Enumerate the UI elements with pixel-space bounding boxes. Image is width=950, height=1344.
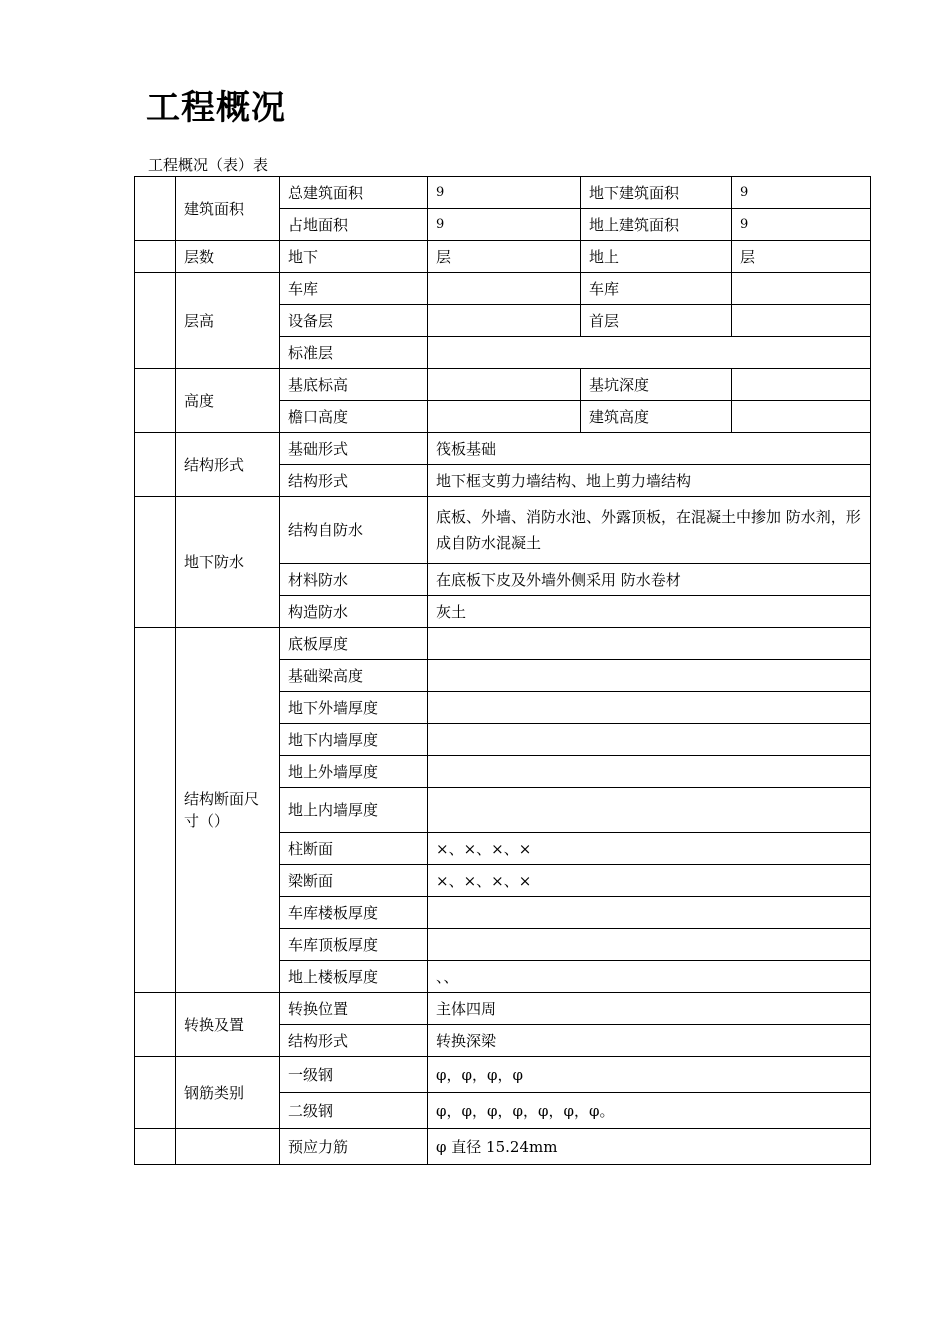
item-value: φ，φ，φ，φ xyxy=(428,1057,871,1093)
item-label: 地上楼板厚度 xyxy=(280,961,428,993)
item-value: 主体四周 xyxy=(428,993,871,1025)
item-label: 底板厚度 xyxy=(280,628,428,660)
item-label: 转换位置 xyxy=(280,993,428,1025)
item-value: ×、×、×、× xyxy=(428,865,871,897)
index-cell xyxy=(135,497,176,628)
item-label: 地上建筑面积 xyxy=(581,209,732,241)
item-value xyxy=(732,305,871,337)
item-label: 建筑高度 xyxy=(581,401,732,433)
item-label: 地下内墙厚度 xyxy=(280,724,428,756)
item-label: 材料防水 xyxy=(280,564,428,596)
category-label: 高度 xyxy=(176,369,280,433)
category-label: 转换及置 xyxy=(176,993,280,1057)
item-value xyxy=(428,369,581,401)
item-value: 地下框支剪力墙结构、地上剪力墙结构 xyxy=(428,465,871,497)
item-label: 结构自防水 xyxy=(280,497,428,564)
item-label: 总建筑面积 xyxy=(280,177,428,209)
index-cell xyxy=(135,177,176,241)
item-label: 地上外墙厚度 xyxy=(280,756,428,788)
index-cell xyxy=(135,273,176,369)
item-value: 9 xyxy=(732,177,871,209)
item-value: 底板、外墙、消防水池、外露顶板，在混凝土中掺加 防水剂，形成自防水混凝土 xyxy=(428,497,871,564)
item-label: 车库 xyxy=(581,273,732,305)
index-cell xyxy=(135,993,176,1057)
item-label: 车库 xyxy=(280,273,428,305)
category-label: 结构断面尺寸（） xyxy=(176,628,280,993)
item-label: 设备层 xyxy=(280,305,428,337)
category-label: 层高 xyxy=(176,273,280,369)
item-value: φ，φ，φ，φ，φ，φ，φ。 xyxy=(428,1093,871,1129)
item-label: 车库楼板厚度 xyxy=(280,897,428,929)
item-value: 在底板下皮及外墙外侧采用 防水卷材 xyxy=(428,564,871,596)
item-value xyxy=(428,305,581,337)
item-value xyxy=(428,628,871,660)
item-label: 柱断面 xyxy=(280,833,428,865)
item-label: 地上 xyxy=(581,241,732,273)
page-title: 工程概况 xyxy=(146,88,286,128)
item-value xyxy=(428,724,871,756)
index-cell xyxy=(135,1057,176,1129)
item-label: 地下外墙厚度 xyxy=(280,692,428,724)
item-label: 基础梁高度 xyxy=(280,660,428,692)
item-value: 层 xyxy=(428,241,581,273)
category-label: 钢筋类别 xyxy=(176,1057,280,1129)
item-value: 、、 xyxy=(428,961,871,993)
item-label: 一级钢 xyxy=(280,1057,428,1093)
item-label: 檐口高度 xyxy=(280,401,428,433)
item-value: 9 xyxy=(732,209,871,241)
table-caption: 工程概况（表）表 xyxy=(148,156,269,174)
item-value xyxy=(428,401,581,433)
item-label: 地上内墙厚度 xyxy=(280,788,428,833)
table-row xyxy=(135,497,871,564)
item-value: 筏板基础 xyxy=(428,433,871,465)
item-value xyxy=(428,273,581,305)
item-label: 基础形式 xyxy=(280,433,428,465)
item-value xyxy=(732,369,871,401)
item-value xyxy=(428,929,871,961)
item-value xyxy=(428,337,871,369)
item-value xyxy=(428,788,871,833)
item-value: 9 xyxy=(428,177,581,209)
table-row xyxy=(135,241,871,273)
item-value xyxy=(732,273,871,305)
item-value xyxy=(428,692,871,724)
item-label: 车库顶板厚度 xyxy=(280,929,428,961)
item-label: 梁断面 xyxy=(280,865,428,897)
category-label: 地下防水 xyxy=(176,497,280,628)
table-row xyxy=(135,1057,871,1093)
item-label: 二级钢 xyxy=(280,1093,428,1129)
item-value: 层 xyxy=(732,241,871,273)
table-row xyxy=(135,993,871,1025)
index-cell xyxy=(135,369,176,433)
index-cell xyxy=(135,1129,176,1165)
category-label: 层数 xyxy=(176,241,280,273)
index-cell xyxy=(135,241,176,273)
category-label: 结构形式 xyxy=(176,433,280,497)
item-label: 首层 xyxy=(581,305,732,337)
item-value xyxy=(732,401,871,433)
item-label: 构造防水 xyxy=(280,596,428,628)
table-row xyxy=(135,273,871,305)
item-label: 结构形式 xyxy=(280,1025,428,1057)
item-label: 地下 xyxy=(280,241,428,273)
category-label: 建筑面积 xyxy=(176,177,280,241)
item-label: 基底标高 xyxy=(280,369,428,401)
item-value: φ 直径 15.24mm xyxy=(428,1129,871,1165)
item-value xyxy=(428,660,871,692)
item-value: 转换深梁 xyxy=(428,1025,871,1057)
index-cell xyxy=(135,433,176,497)
item-value: ×、×、×、× xyxy=(428,833,871,865)
category-label xyxy=(176,1129,280,1165)
index-cell xyxy=(135,628,176,993)
item-label: 预应力筋 xyxy=(280,1129,428,1165)
table-row xyxy=(135,177,871,209)
item-value: 9 xyxy=(428,209,581,241)
item-label: 基坑深度 xyxy=(581,369,732,401)
table-row xyxy=(135,628,871,660)
table-row xyxy=(135,433,871,465)
item-label: 结构形式 xyxy=(280,465,428,497)
item-label: 占地面积 xyxy=(280,209,428,241)
item-label: 标准层 xyxy=(280,337,428,369)
table-row xyxy=(135,1129,871,1165)
item-value: 灰土 xyxy=(428,596,871,628)
item-label: 地下建筑面积 xyxy=(581,177,732,209)
table-row xyxy=(135,369,871,401)
item-value xyxy=(428,756,871,788)
item-value xyxy=(428,897,871,929)
project-overview-table xyxy=(134,176,871,1165)
